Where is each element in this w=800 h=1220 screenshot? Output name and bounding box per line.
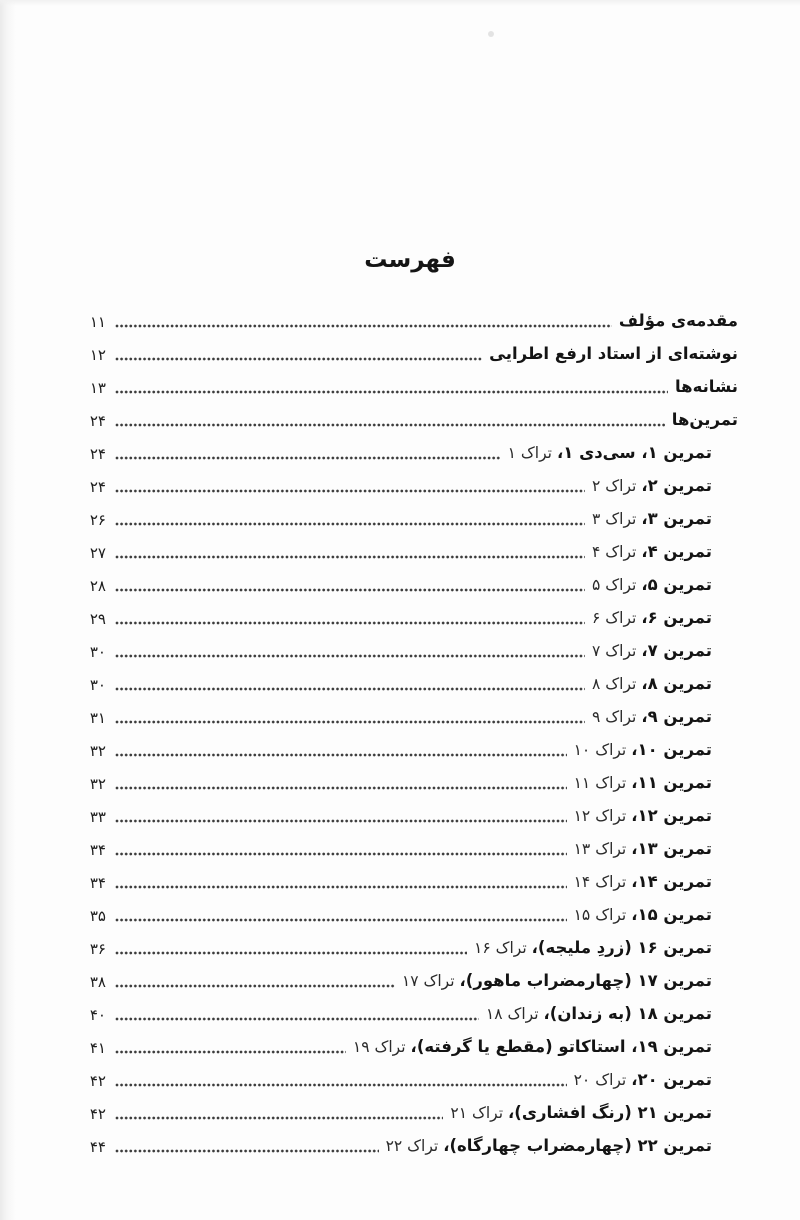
dotted-leader [115,818,567,824]
toc-entry-bold-text: تمرین ۵، [641,575,712,594]
dotted-leader [115,554,585,560]
toc-row [82,469,738,502]
dotted-leader [115,620,585,626]
toc-entry-regular-text: تراک ۲ [592,477,637,495]
toc-row [82,535,738,568]
toc-entry-label [574,740,712,759]
toc-entry-regular-text: تراک ۱۴ [573,873,627,891]
toc-row [82,898,738,931]
toc-page-number: ۴۲ [89,1071,106,1090]
toc-entry-regular-text: تراک ۱۱ [573,774,627,792]
toc-entry-bold-text: تمرین ۱۳، [631,839,712,858]
toc-entry-label [619,311,738,330]
toc-row [82,1063,738,1096]
toc-row [82,370,738,403]
dotted-leader [115,323,612,329]
toc-entry-label [450,1103,712,1122]
toc-entry-regular-text: تراک ۱۸ [485,1005,539,1023]
dotted-leader [115,653,585,659]
toc-entry-regular-text: تراک ۱۶ [474,939,527,957]
toc-row [82,1129,738,1162]
dotted-leader [115,422,665,428]
toc-page-number: ۲۹ [89,609,106,628]
toc-entry-regular-text: تراک ۱۵ [573,906,627,924]
dotted-leader [115,587,585,593]
dotted-leader [115,719,585,725]
toc-entry-bold-text: تمرین ۱۲، [631,806,712,825]
toc-entry-bold-text: تمرین ۱، سی‌دی ۱، [556,443,712,462]
dotted-leader [115,455,501,461]
toc-entry-bold-text: تمرین ۲۱ (رنگ افشاری)، [508,1103,712,1122]
toc-page-number: ۳۸ [89,972,106,991]
toc-row [82,931,738,964]
dotted-leader [115,389,668,395]
toc-entry-bold-text: نوشته‌ای از استاد ارفع اطرایی [489,344,738,363]
toc-entry-label [574,773,712,792]
toc-entry-label [574,905,712,924]
toc-entry-bold-text: نشانه‌ها [674,377,738,396]
toc-entry-label [486,1004,712,1023]
toc-entry-bold-text: تمرین ۲۲ (چهارمضراب چهارگاه)، [443,1136,712,1155]
page-title: فهرست [364,247,456,273]
toc-row [82,568,738,601]
toc-entry-bold-text: تمرین‌ها [671,410,738,429]
toc-row [82,1030,738,1063]
dotted-leader [115,1148,379,1154]
dotted-leader [115,983,395,989]
toc-page-number: ۱۱ [89,312,106,331]
toc-list [82,304,738,1162]
toc-page-number: ۳۴ [89,873,106,892]
toc-entry-regular-text: تراک ۱۲ [573,807,627,825]
toc-entry-bold-text: تمرین ۷، [641,641,712,660]
dotted-leader [115,785,567,791]
toc-entry-bold-text: تمرین ۳، [641,509,712,528]
toc-row [82,964,738,997]
dotted-leader [115,521,585,527]
toc-entry-bold-text: تمرین ۸، [641,674,712,693]
toc-entry-bold-text: تمرین ۱۱، [631,773,712,792]
toc-entry-bold-text: تمرین ۱۸ (به زندان)، [543,1004,712,1023]
dotted-leader [115,356,482,362]
toc-entry-regular-text: تراک ۱ [507,444,552,462]
toc-entry-bold-text: تمرین ۹، [641,707,712,726]
toc-entry-label [353,1037,712,1056]
toc-row [82,436,738,469]
toc-row [82,700,738,733]
toc-row [82,667,738,700]
toc-entry-label [592,575,712,594]
toc-entry-bold-text: تمرین ۱۵، [631,905,712,924]
dotted-leader [115,488,585,494]
toc-entry-regular-text: تراک ۱۹ [352,1038,406,1056]
toc-row [82,832,738,865]
toc-row [82,403,738,436]
toc-page-number: ۳۲ [89,741,106,760]
toc-entry-label [592,674,712,693]
toc-entry-label [592,509,712,528]
toc-page-number: ۴۲ [89,1104,106,1123]
toc-page-number: ۲۷ [89,543,106,562]
toc-row [82,997,738,1030]
toc-page-number: ۲۸ [89,576,106,595]
toc-entry-bold-text: تمرین ۱۹، استاکاتو (مقطع یا گرفته)، [410,1037,712,1056]
toc-entry-label [592,608,712,627]
toc-row [82,634,738,667]
toc-entry-label [592,542,712,561]
toc-page-number: ۲۶ [89,510,106,529]
toc-entry-label [592,476,712,495]
toc-row [82,304,738,337]
toc-row [82,601,738,634]
toc-entry-regular-text: تراک ۱۰ [573,741,627,759]
toc-entry-bold-text: مقدمه‌ی مؤلف [618,311,738,330]
toc-entry-bold-text: تمرین ۶، [641,608,712,627]
toc-row [82,865,738,898]
toc-entry-regular-text: تراک ۳ [592,510,637,528]
toc-entry-label [508,443,712,462]
toc-page-number: ۳۶ [89,939,106,958]
toc-entry-label [574,872,712,891]
toc-entry-bold-text: تمرین ۱۰، [631,740,712,759]
toc-page-number: ۲۴ [89,477,106,496]
dotted-leader [115,884,567,890]
toc-page-number: ۳۰ [89,675,106,694]
toc-row [82,502,738,535]
toc-row [82,799,738,832]
toc-page-number: ۱۳ [89,378,106,397]
dotted-leader [115,1049,346,1055]
toc-page-number: ۳۲ [89,774,106,793]
toc-row [82,337,738,370]
dotted-leader [115,1016,479,1022]
toc-page-number: ۴۱ [89,1038,106,1057]
toc-entry-regular-text: تراک ۷ [592,642,637,660]
toc-entry-regular-text: تراک ۸ [592,675,637,693]
toc-entry-regular-text: تراک ۱۷ [401,972,455,990]
toc-entry-label [489,344,738,363]
dotted-leader [115,851,567,857]
toc-page-number: ۲۴ [89,444,106,463]
toc-entry-label [474,938,712,957]
toc-page-number: ۳۱ [89,708,106,727]
toc-entry-bold-text: تمرین ۱۴، [631,872,712,891]
toc-page-number: ۳۵ [89,906,106,925]
toc-entry-regular-text: تراک ۲۲ [385,1137,439,1155]
toc-page-number: ۴۰ [89,1005,106,1024]
dotted-leader [115,1082,567,1088]
toc-entry-bold-text: تمرین ۲، [641,476,712,495]
toc-entry-bold-text: تمرین ۱۷ (چهارمضراب ماهور)، [459,971,712,990]
dotted-leader [115,950,467,956]
toc-entry-label [574,839,712,858]
dotted-leader [115,1115,443,1121]
toc-entry-label [592,707,712,726]
toc-entry-label [574,806,712,825]
toc-page-number: ۱۲ [89,345,106,364]
toc-entry-regular-text: تراک ۵ [592,576,637,594]
toc-entry-label [402,971,712,990]
toc-entry-bold-text: تمرین ۴، [641,542,712,561]
toc-entry-regular-text: تراک ۲۱ [450,1104,504,1122]
toc-entry-label [672,410,738,429]
toc-entry-label [592,641,712,660]
toc-entry-bold-text: تمرین ۲۰، [631,1070,712,1089]
toc-row [82,733,738,766]
toc-entry-regular-text: تراک ۶ [592,609,637,627]
toc-page-number: ۴۴ [89,1137,106,1156]
toc-entry-label [574,1070,712,1089]
toc-entry-regular-text: تراک ۱۳ [573,840,627,858]
dotted-leader [115,752,567,758]
toc-entry-label [386,1136,712,1155]
toc-page-number: ۳۴ [89,840,106,859]
toc-entry-label [675,377,738,396]
toc-row [82,766,738,799]
toc-row [82,1096,738,1129]
toc-entry-bold-text: تمرین ۱۶ (زردِ ملیجه)، [531,938,712,957]
toc-entry-regular-text: تراک ۹ [592,708,637,726]
toc-page-number: ۳۰ [89,642,106,661]
toc-page-number: ۳۳ [89,807,106,826]
dotted-leader [115,686,585,692]
toc-page-number: ۲۴ [89,411,106,430]
toc-entry-regular-text: تراک ۴ [592,543,637,561]
dotted-leader [115,917,567,923]
toc-entry-regular-text: تراک ۲۰ [573,1071,627,1089]
